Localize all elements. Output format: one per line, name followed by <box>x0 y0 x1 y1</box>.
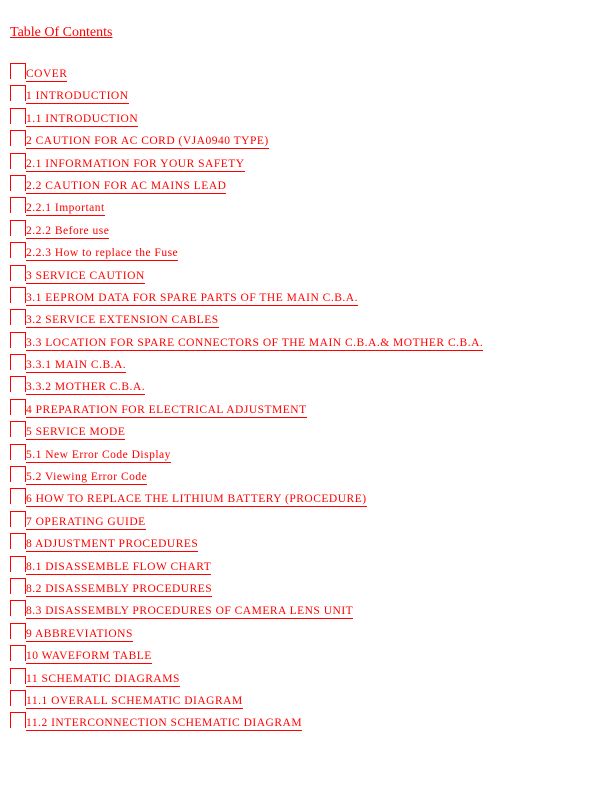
bookmark-box-icon <box>10 376 26 392</box>
toc-item-label[interactable]: 3.3.2 MOTHER C.B.A. <box>26 381 146 394</box>
toc-item-label[interactable]: 3.1 EEPROM DATA FOR SPARE PARTS OF THE MAIN C.B.A. <box>26 291 358 304</box>
bookmark-box-icon <box>10 265 26 281</box>
bookmark-box-icon <box>10 197 26 213</box>
toc-item-label[interactable]: 6 HOW TO REPLACE THE LITHIUM BATTERY (PROCEDURE) <box>26 493 367 506</box>
toc-item-label[interactable]: 7 OPERATING GUIDE <box>26 515 146 528</box>
toc-item-label[interactable]: 2.2.1 Important <box>26 202 105 215</box>
bookmark-box-icon <box>10 309 26 325</box>
toc-item-label[interactable]: 2 CAUTION FOR AC CORD (VJA0940 TYPE) <box>26 135 269 148</box>
bookmark-box-icon <box>10 287 26 303</box>
toc-item-label[interactable]: 1 INTRODUCTION <box>26 90 129 103</box>
bookmark-box-icon <box>10 153 26 169</box>
bookmark-box-icon <box>10 511 26 527</box>
toc-item-label[interactable]: 3.3.1 MAIN C.B.A. <box>26 359 127 372</box>
toc-item-label[interactable]: 3.2 SERVICE EXTENSION CABLES <box>26 314 219 327</box>
bookmark-box-icon <box>10 645 26 661</box>
bookmark-box-icon <box>10 399 26 415</box>
toc-title-link[interactable]: Table Of Contents <box>10 25 113 40</box>
toc-item-label[interactable]: 2.2.2 Before use <box>26 224 110 237</box>
toc-item-label[interactable]: 11.1 OVERALL SCHEMATIC DIAGRAM <box>26 694 243 707</box>
bookmark-box-icon <box>10 668 26 684</box>
bookmark-box-icon <box>10 220 26 236</box>
toc-item-label[interactable]: 3.3 LOCATION FOR SPARE CONNECTORS OF THE MAIN C.B.A.& MOTHER C.B.A. <box>26 336 484 349</box>
toc-item-label[interactable]: 5.1 New Error Code Display <box>26 448 171 461</box>
bookmark-box-icon <box>10 690 26 706</box>
bookmark-box-icon <box>10 600 26 616</box>
bookmark-box-icon <box>10 242 26 258</box>
toc-item-label[interactable]: 3 SERVICE CAUTION <box>26 269 145 282</box>
bookmark-box-icon <box>10 108 26 124</box>
bookmark-box-icon <box>10 578 26 594</box>
toc-item-label[interactable]: COVER <box>26 68 68 80</box>
bookmark-box-icon <box>10 466 26 482</box>
bookmark-box-icon <box>10 488 26 504</box>
bookmark-box-icon <box>10 556 26 572</box>
toc-item-label[interactable]: 5.2 Viewing Error Code <box>26 471 148 484</box>
bookmark-box-icon <box>10 712 26 728</box>
bookmark-box-icon <box>10 444 26 460</box>
bookmark-box-icon <box>10 421 26 437</box>
bookmark-box-icon <box>10 63 26 79</box>
bookmark-box-icon <box>10 85 26 101</box>
toc-item-label[interactable]: 11 SCHEMATIC DIAGRAMS <box>26 672 180 685</box>
toc-item-label[interactable]: 8 ADJUSTMENT PROCEDURES <box>26 538 199 551</box>
bookmark-box-icon <box>10 533 26 549</box>
toc-item-label[interactable]: 9 ABBREVIATIONS <box>26 627 133 640</box>
toc-item-label[interactable]: 1.1 INTRODUCTION <box>26 112 139 125</box>
bookmark-box-icon <box>10 130 26 146</box>
toc-item-label[interactable]: 4 PREPARATION FOR ELECTRICAL ADJUSTMENT <box>26 403 307 416</box>
bookmark-box-icon <box>10 354 26 370</box>
toc-item-label[interactable]: 5 SERVICE MODE <box>26 426 126 439</box>
toc-item-label[interactable]: 11.2 INTERCONNECTION SCHEMATIC DIAGRAM <box>26 717 303 730</box>
toc-item-label[interactable]: 2.2 CAUTION FOR AC MAINS LEAD <box>26 179 227 192</box>
toc-item-label[interactable]: 8.1 DISASSEMBLE FLOW CHART <box>26 560 212 573</box>
toc-item-label[interactable]: 2.1 INFORMATION FOR YOUR SAFETY <box>26 157 245 170</box>
bookmark-box-icon <box>10 623 26 639</box>
toc-item-label[interactable]: 10 WAVEFORM TABLE <box>26 650 152 663</box>
bookmark-box-icon <box>10 332 26 348</box>
toc-item-label[interactable]: 8.3 DISASSEMBLY PROCEDURES OF CAMERA LENS UNIT <box>26 605 354 618</box>
toc-item-label[interactable]: 8.2 DISASSEMBLY PROCEDURES <box>26 582 213 595</box>
bookmark-box-icon <box>10 175 26 191</box>
toc-item-label[interactable]: 2.2.3 How to replace the Fuse <box>26 247 179 260</box>
